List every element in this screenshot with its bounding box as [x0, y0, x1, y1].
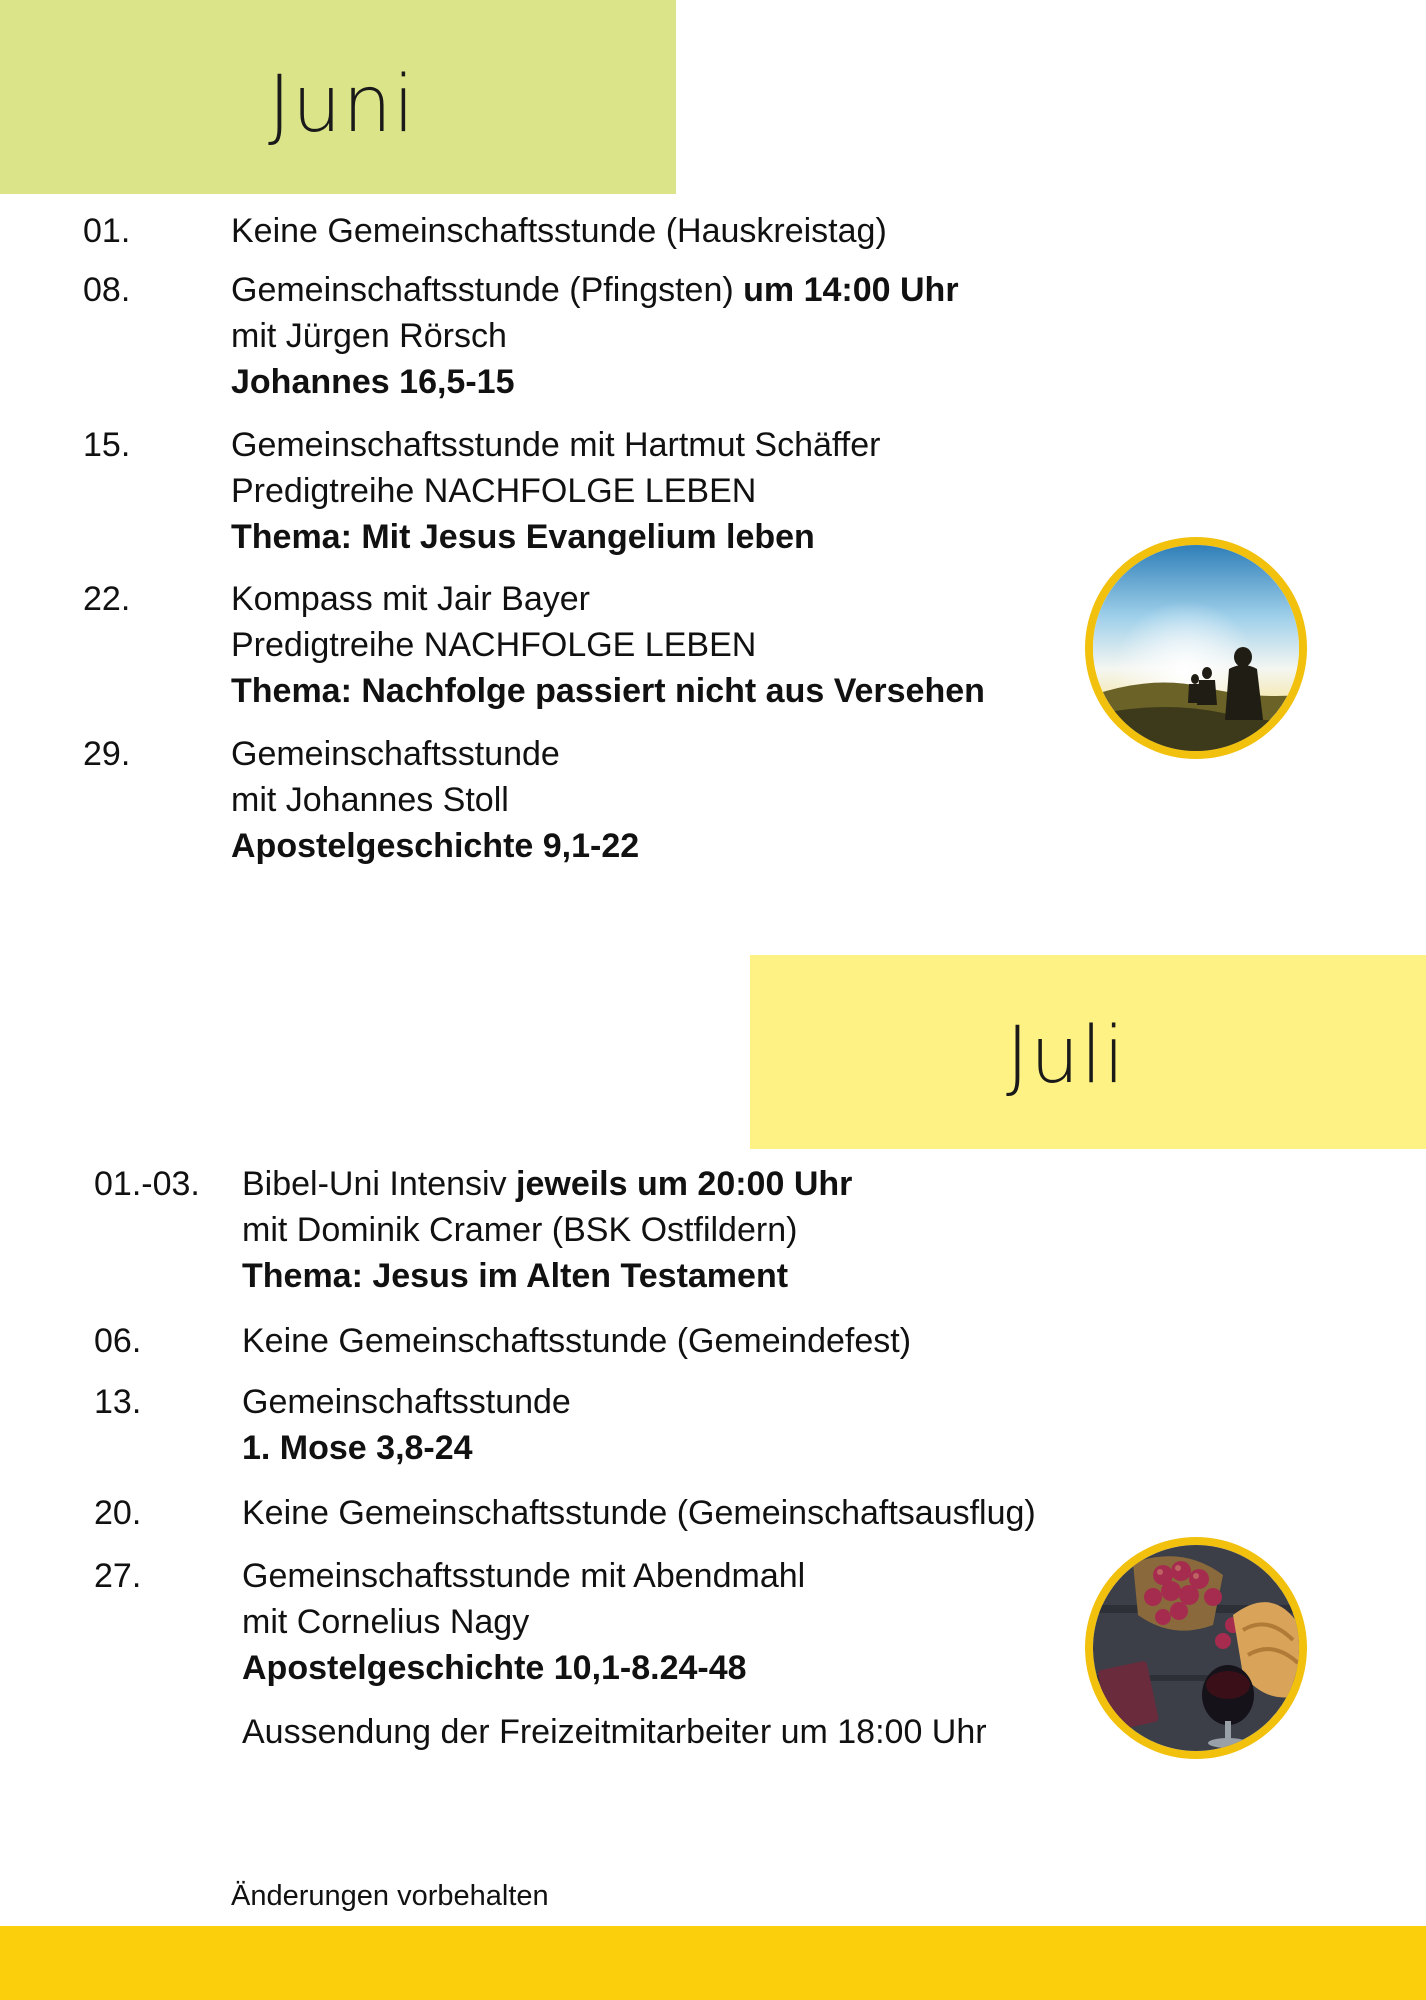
hikers-photo-image — [1093, 545, 1299, 751]
event-spacer — [242, 1691, 987, 1709]
juni-title: Juni — [268, 60, 416, 150]
event-date: 08. — [83, 271, 131, 309]
event-date: 15. — [83, 426, 131, 464]
event-date: 22. — [83, 580, 131, 618]
event-theme: Thema: Nachfolge passiert nicht aus Versehen — [231, 672, 985, 710]
footer-bar — [0, 1926, 1426, 2000]
event-time-emphasis: um 14:00 Uhr — [743, 271, 959, 309]
event-bible-reference: Apostelgeschichte 10,1-8.24-48 — [242, 1649, 747, 1687]
event-line: mit Jürgen Rörsch — [231, 317, 507, 355]
event-line: Keine Gemeinschaftsstunde (Gemeindefest) — [242, 1322, 912, 1360]
event-date: 13. — [94, 1383, 142, 1421]
event-bible-reference: Johannes 16,5-15 — [231, 363, 515, 401]
event-line: Bibel-Uni Intensiv jeweils um 20:00 Uhr — [242, 1165, 853, 1203]
event-line: Gemeinschaftsstunde — [242, 1383, 571, 1421]
event-line: Predigtreihe NACHFOLGE LEBEN — [231, 626, 757, 664]
event-line: Aussendung der Freizeitmitarbeiter um 18:00 Uhr — [242, 1713, 987, 1751]
event-bible-reference: Apostelgeschichte 9,1-22 — [231, 827, 640, 865]
event-line: mit Cornelius Nagy — [242, 1603, 530, 1641]
hikers-photo — [1085, 537, 1307, 759]
event-line: Predigtreihe NACHFOLGE LEBEN — [231, 472, 757, 510]
event-line: mit Dominik Cramer (BSK Ostfildern) — [242, 1211, 798, 1249]
event-bible-reference: 1. Mose 3,8-24 — [242, 1429, 473, 1467]
event-line: mit Johannes Stoll — [231, 781, 509, 819]
event-theme: Thema: Mit Jesus Evangelium leben — [231, 518, 815, 556]
event-line: Keine Gemeinschaftsstunde (Gemeinschaftsausflug) — [242, 1494, 1036, 1532]
footer-note: Änderungen vorbehalten — [231, 1880, 549, 1912]
event-line: Kompass mit Jair Bayer — [231, 580, 590, 618]
event-date: 20. — [94, 1494, 142, 1532]
event-date: 27. — [94, 1557, 142, 1595]
event-theme: Thema: Jesus im Alten Testament — [242, 1257, 789, 1295]
event-date: 29. — [83, 735, 131, 773]
event-line: Gemeinschaftsstunde — [231, 735, 560, 773]
juli-banner — [750, 955, 1426, 1149]
event-date: 01.-03. — [94, 1165, 200, 1203]
event-line: Gemeinschaftsstunde mit Abendmahl — [242, 1557, 806, 1595]
juni-banner — [0, 0, 676, 194]
event-date: 01. — [83, 212, 131, 250]
communion-photo-image — [1093, 1545, 1299, 1751]
event-line: Keine Gemeinschaftsstunde (Hauskreistag) — [231, 212, 887, 250]
event-date: 06. — [94, 1322, 142, 1360]
event-line: Gemeinschaftsstunde mit Hartmut Schäffer — [231, 426, 881, 464]
communion-photo — [1085, 1537, 1307, 1759]
juli-title: Juli — [1006, 1011, 1126, 1101]
event-line: Gemeinschaftsstunde (Pfingsten) um 14:00 Uhr — [231, 271, 959, 309]
event-time-emphasis: jeweils um 20:00 Uhr — [516, 1165, 853, 1203]
